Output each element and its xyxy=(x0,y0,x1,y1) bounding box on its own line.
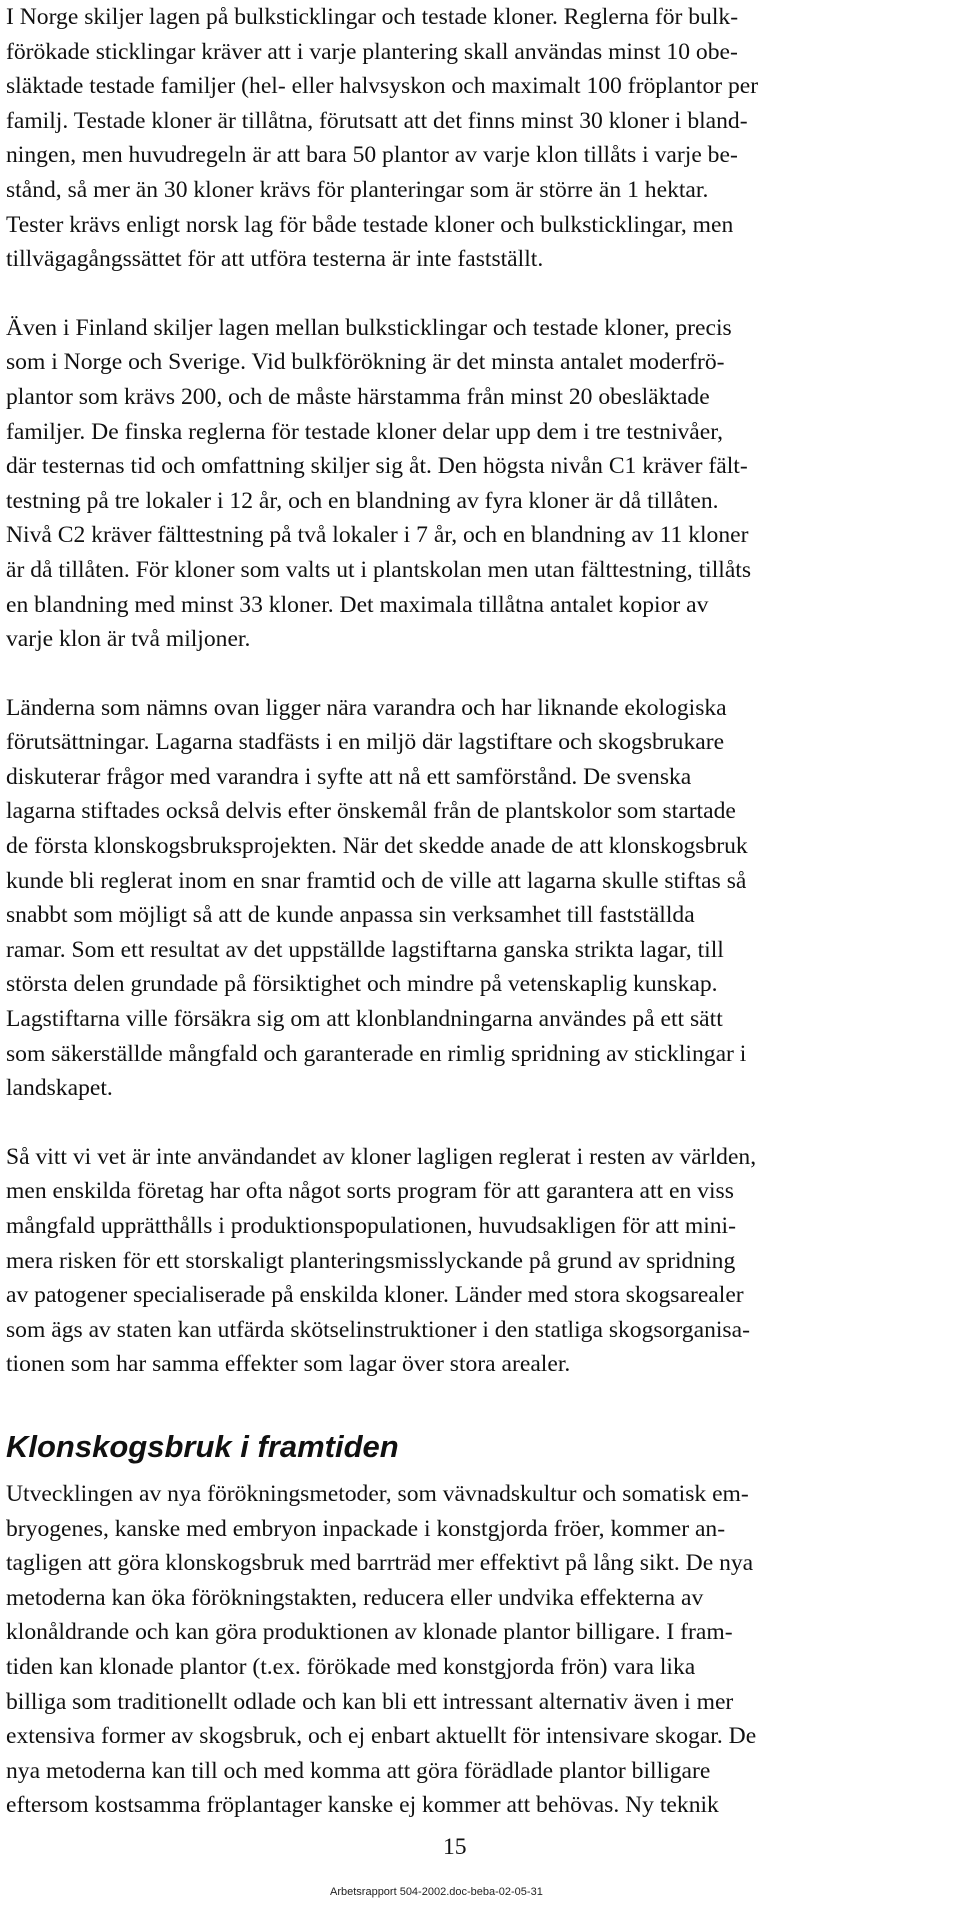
document-page xyxy=(6,0,950,1823)
text-line: bryogenes, kanske med embryon inpackade i konstgjorda fröer, kommer an- xyxy=(6,1515,726,1542)
text-line: en blandning med minst 33 kloner. Det maximala tillåtna antalet kopior av xyxy=(6,591,709,618)
text-line: nya metoderna kan till och med komma att göra förädlade plantor billigare xyxy=(6,1757,711,1784)
footer-document-id: Arbetsrapport 504-2002.doc-beba-02-05-31 xyxy=(330,1886,543,1898)
text-line: landskapet. xyxy=(6,1075,113,1102)
text-line: familjer. De finska reglerna för testade kloner delar upp dem i tre testnivåer, xyxy=(6,418,724,445)
paragraph-finland xyxy=(6,311,950,657)
text-line: varje klon är två miljoner. xyxy=(6,626,251,653)
text-line: tiden kan klonade plantor (t.ex. förökade med konstgjorda frön) vara lika xyxy=(6,1653,696,1680)
text-line: där testernas tid och omfattning skiljer sig åt. Den högsta nivån C1 kräver fält- xyxy=(6,453,748,480)
paragraph-future xyxy=(6,1477,950,1823)
text-line: billiga som traditionellt odlade och kan bli ett intressant alternativ även i mer xyxy=(6,1688,734,1715)
text-line: som säkerställde mångfald och garanterade en rimlig spridning av sticklingar i xyxy=(6,1040,747,1067)
paragraph-spacer xyxy=(6,657,950,691)
text-line: diskuterar frågor med varandra i syfte att nå ett samförstånd. De svenska xyxy=(6,763,692,790)
heading-spacer xyxy=(6,1382,950,1427)
text-line: metoderna kan öka förökningstakten, reducera eller undvika effekterna av xyxy=(6,1584,704,1611)
section-heading: Klonskogsbruk i framtiden xyxy=(6,1428,399,1464)
text-line: men enskilda företag har ofta något sorts program för att garantera att en viss xyxy=(6,1178,734,1205)
text-line: mera risken för ett storskaligt planteringsmisslyckande på grund av spridning xyxy=(6,1247,736,1274)
text-line: testning på tre lokaler i 12 år, och en blandning av fyra kloner är då tillåten. xyxy=(6,487,719,514)
text-line: klonåldrande och kan göra produktionen av klonade plantor billigare. I fram- xyxy=(6,1619,733,1646)
paragraph-nordic-countries xyxy=(6,691,950,1106)
paragraph-spacer xyxy=(6,1106,950,1140)
text-line: mångfald upprätthålls i produktionspopulationen, huvudsakligen för att mini- xyxy=(6,1213,736,1239)
text-line: tionen som har samma effekter som lagar över stora arealer. xyxy=(6,1351,571,1378)
text-line: stånd, så mer än 30 kloner krävs för planteringar som är större än 1 hektar. xyxy=(6,176,709,203)
text-line: kunde bli reglerat inom en snar framtid och de ville att lagarna skulle stiftas så xyxy=(6,867,747,894)
text-line: de första klonskogsbruksprojekten. När det skedde anade de att klonskogsbruk xyxy=(6,833,748,860)
text-line: släktade testade familjer (hel- eller halvsyskon och maximalt 100 fröplantor per xyxy=(6,73,759,100)
paragraph-spacer xyxy=(6,277,950,311)
text-line: ningen, men huvudregeln är att bara 50 plantor av varje klon tillåts i varje be- xyxy=(6,142,738,169)
text-line: största delen grundade på försiktighet och mindre på vetenskaplig kunskap. xyxy=(6,971,718,998)
text-line: förökade sticklingar kräver att i varje plantering skall användas minst 10 obe- xyxy=(6,38,738,65)
text-line: är då tillåten. För kloner som valts ut i plantskolan men utan fälttestning, tillåts xyxy=(6,556,752,583)
text-line: Tester krävs enligt norsk lag för både testade kloner och bulksticklingar, men xyxy=(6,211,734,238)
paragraph-rest-of-world xyxy=(6,1140,950,1382)
text-line: av patogener specialiserade på enskilda kloner. Länder med stora skogsarealer xyxy=(6,1282,744,1309)
text-line: Länderna som nämns ovan ligger nära varandra och har liknande ekologiska xyxy=(6,694,727,721)
text-line: lagarna stiftades också delvis efter önskemål från de plantskolor som startade xyxy=(6,798,736,825)
text-line: Så vitt vi vet är inte användandet av kloner lagligen reglerat i resten av världen, xyxy=(6,1143,757,1170)
text-line: som ägs av staten kan utfärda skötselinstruktioner i den statliga skogsorganisa- xyxy=(6,1316,750,1343)
text-line: I Norge skiljer lagen på bulksticklingar och testade kloner. Reglerna för bulk- xyxy=(6,4,739,30)
text-line: extensiva former av skogsbruk, och ej enbart aktuellt för intensivare skogar. De xyxy=(6,1723,757,1750)
text-line: Lagstiftarna ville försäkra sig om att klonblandningarna användes på ett sätt xyxy=(6,1006,723,1033)
text-line: tillvägagångssättet för att utföra testerna är inte fastställt. xyxy=(6,246,544,273)
heading-spacer xyxy=(6,1467,950,1477)
text-line: Även i Finland skiljer lagen mellan bulksticklingar och testade kloner, precis xyxy=(6,314,732,341)
text-line: eftersom kostsamma fröplantager kanske ej kommer att behövas. Ny teknik xyxy=(6,1792,719,1819)
text-line: plantor som krävs 200, och de måste härstamma från minst 20 obesläktade xyxy=(6,383,710,410)
text-line: ramar. Som ett resultat av det uppställde lagstiftarna ganska strikta lagar, till xyxy=(6,936,724,963)
text-line: Nivå C2 kräver fälttestning på två lokaler i 7 år, och en blandning av 11 kloner xyxy=(6,522,749,549)
text-line: familj. Testade kloner är tillåtna, förutsatt att det finns minst 30 kloner i bland- xyxy=(6,107,748,134)
page-number: 15 xyxy=(443,1834,467,1860)
text-line: tagligen att göra klonskogsbruk med barrträd mer effektivt på lång sikt. De nya xyxy=(6,1550,754,1577)
text-line: Utvecklingen av nya förökningsmetoder, som vävnadskultur och somatisk em- xyxy=(6,1480,749,1507)
text-line: som i Norge och Sverige. Vid bulkförökning är det minsta antalet moderfrö- xyxy=(6,349,725,376)
text-line: snabbt som möjligt så att de kunde anpassa sin verksamhet till fastställda xyxy=(6,902,695,929)
text-line: förutsättningar. Lagarna stadfästs i en miljö där lagstiftare och skogsbrukare xyxy=(6,729,725,756)
paragraph-norway xyxy=(6,0,950,277)
